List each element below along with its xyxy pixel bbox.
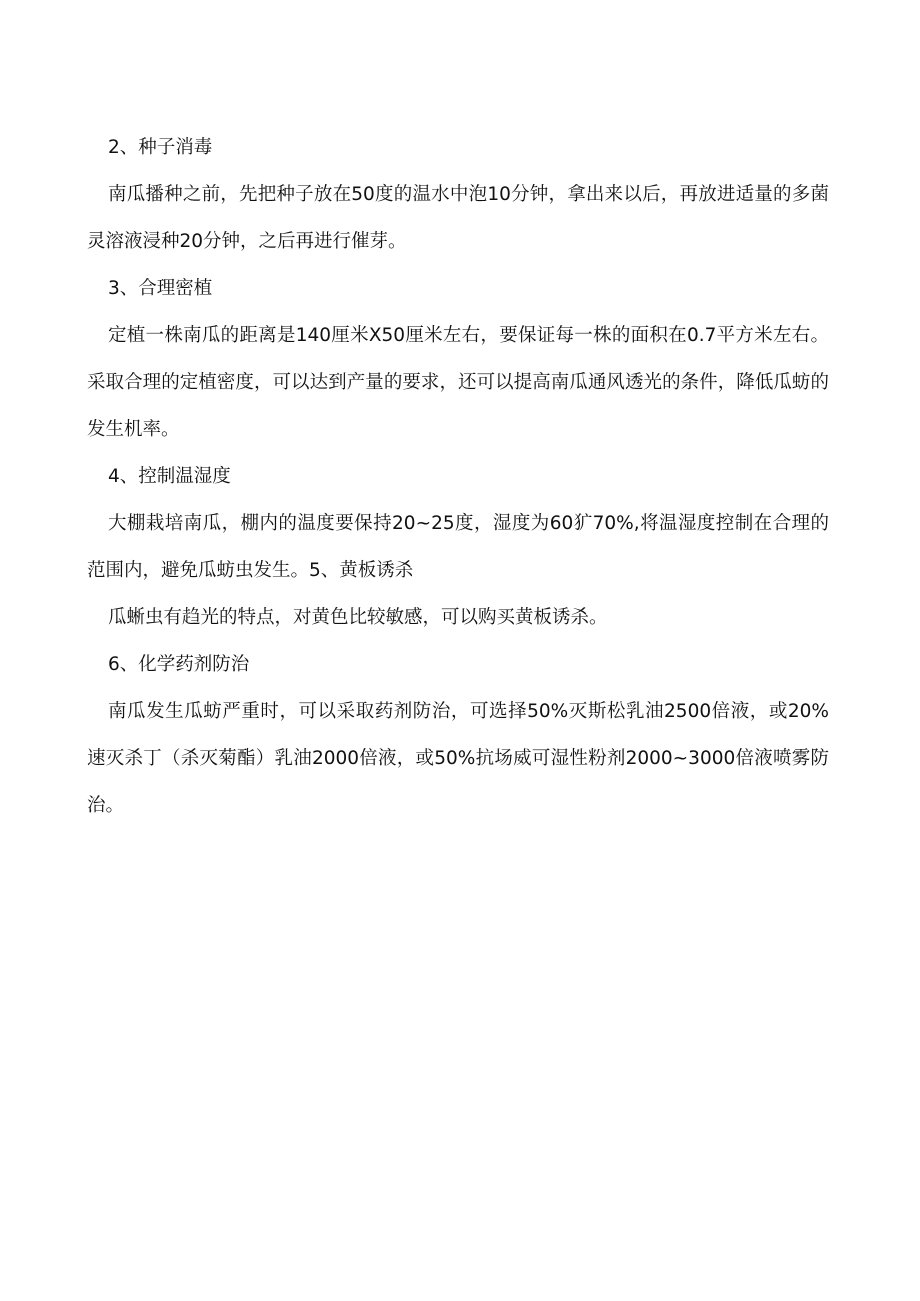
section-body-yellow-board: 瓜蜥虫有趋光的特点，对黄色比较敏感，可以购买黄板诱杀。 (108, 607, 608, 628)
document-body (87, 130, 829, 835)
section-heading-chemical-control: 6、化学药剂防治 (108, 654, 250, 675)
section-body-chemical-control: 南瓜发生瓜蚄严重时，可以采取药剂防治，可选择50%灭斯松乳油2500倍液，或20%速灭杀丁（杀灭菊酯）乳油2000倍液，或50%抗场威可湿性粉剂2000~3000倍液喷雾防治。 (87, 701, 829, 816)
section-body-planting-density: 定植一株南瓜的距离是140厘米X50厘米左右，要保证每一株的面积在0.7平方米左右。采取合理的定植密度，可以达到产量的要求，还可以提高南瓜通风透光的条件，降低瓜蚄的发生机率。 (87, 325, 829, 440)
section-body-temperature-humidity: 大棚栽培南瓜，棚内的温度要保持20~25度，湿度为60犷70%,将温湿度控制在合理的范围内，避免瓜蚄虫发生。5、黄板诱杀 (87, 513, 829, 581)
section-heading-temperature-humidity: 4、控制温湿度 (108, 466, 231, 487)
section-heading-seed-disinfection: 2、种子消毒 (108, 137, 213, 158)
section-body-seed-disinfection: 南瓜播种之前，先把种子放在50度的温水中泡10分钟，拿出来以后，再放进适量的多菌灵溶液浸种20分钟，之后再进行催芽。 (87, 184, 829, 252)
section-heading-planting-density: 3、合理密植 (108, 278, 213, 299)
